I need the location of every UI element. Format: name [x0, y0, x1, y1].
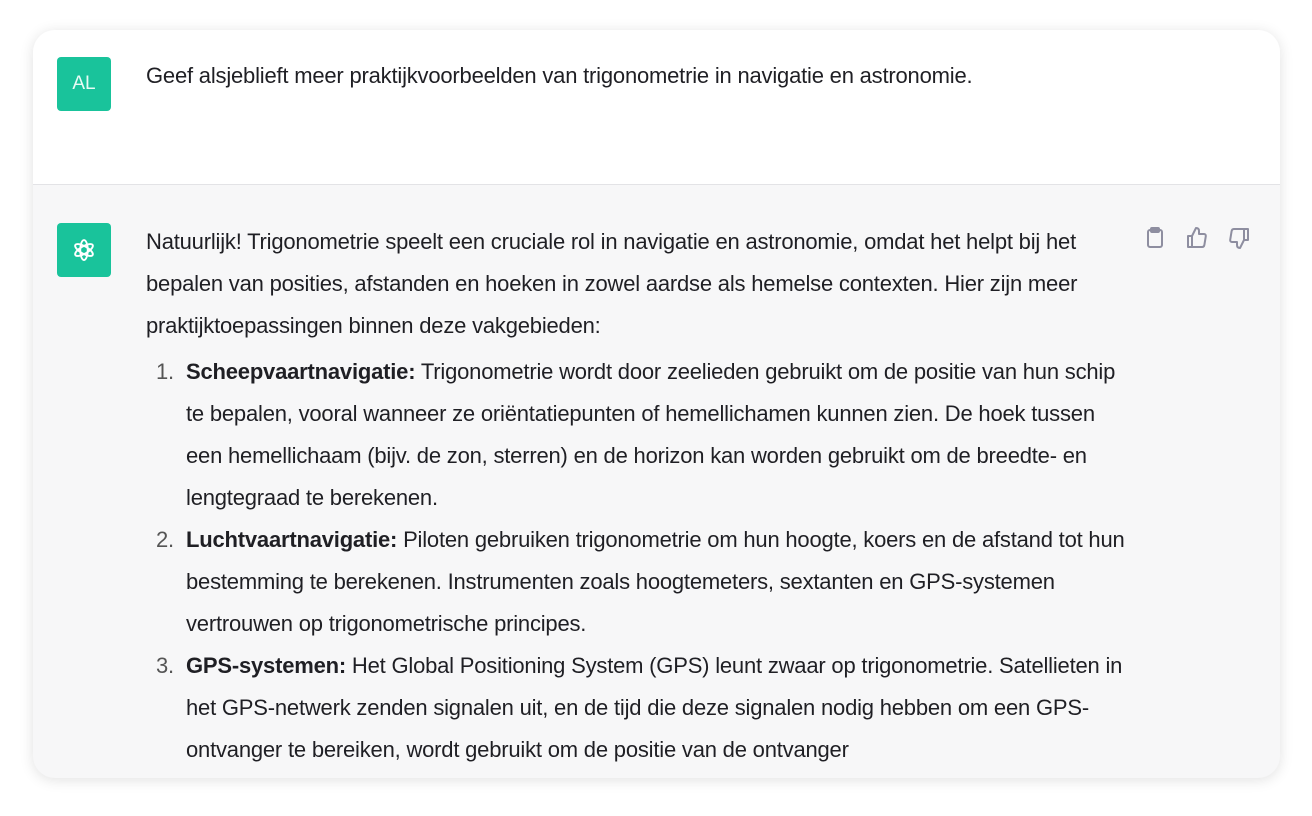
message-actions — [1143, 226, 1251, 250]
list-item: 3. GPS-systemen: Het Global Positioning System (GPS) leunt zwaar op trigonometrie. Satellieten in het GPS-netwerk zenden signalen uit, en de tijd die deze signalen nodig hebben om een GPS-ontvanger te bereiken, wordt gebruikt om de positie van de ontvanger — [156, 653, 1123, 762]
user-message — [33, 30, 1280, 185]
list-item: 2. Luchtvaartnavigatie: Piloten gebruiken trigonometrie om hun hoogte, koers en de afstand tot hun bestemming te berekenen. Instrumenten zoals hoogtemeters, sextanten en GPS-systemen vertrouwen op trigonometrische principes. — [156, 527, 1125, 636]
example-list — [146, 351, 1136, 771]
user-message-text: Geef alsjeblieft meer praktijkvoorbeelden van trigonometrie in navigatie en astronomie. — [146, 63, 973, 88]
list-item: 1. Scheepvaartnavigatie: Trigonometrie wordt door zeelieden gebruikt om de positie van hun schip te bepalen, vooral wanneer ze oriëntatiepunten of hemellichamen kunnen zien. De hoek tussen een hemellichaam (bijv. de zon, sterren) en de horizon kan worden gebruikt om de breedte- en lengtegraad te berekenen. — [156, 359, 1116, 510]
copy-clipboard-icon[interactable] — [1143, 226, 1167, 250]
openai-logo-icon — [69, 235, 99, 265]
user-avatar: AL — [57, 57, 111, 111]
thumbs-up-icon[interactable] — [1185, 226, 1209, 250]
chat-card — [33, 30, 1280, 778]
assistant-message-text — [146, 221, 1136, 771]
assistant-avatar — [57, 223, 111, 277]
assistant-intro: Natuurlijk! Trigonometrie speelt een cruciale rol in navigatie en astronomie, omdat het helpt bij het bepalen van posities, afstanden en hoeken in zowel aardse als hemelse contexten. Hier zijn meer praktijktoepassingen binnen deze vakgebieden: — [146, 229, 1078, 338]
thumbs-down-icon[interactable] — [1227, 226, 1251, 250]
